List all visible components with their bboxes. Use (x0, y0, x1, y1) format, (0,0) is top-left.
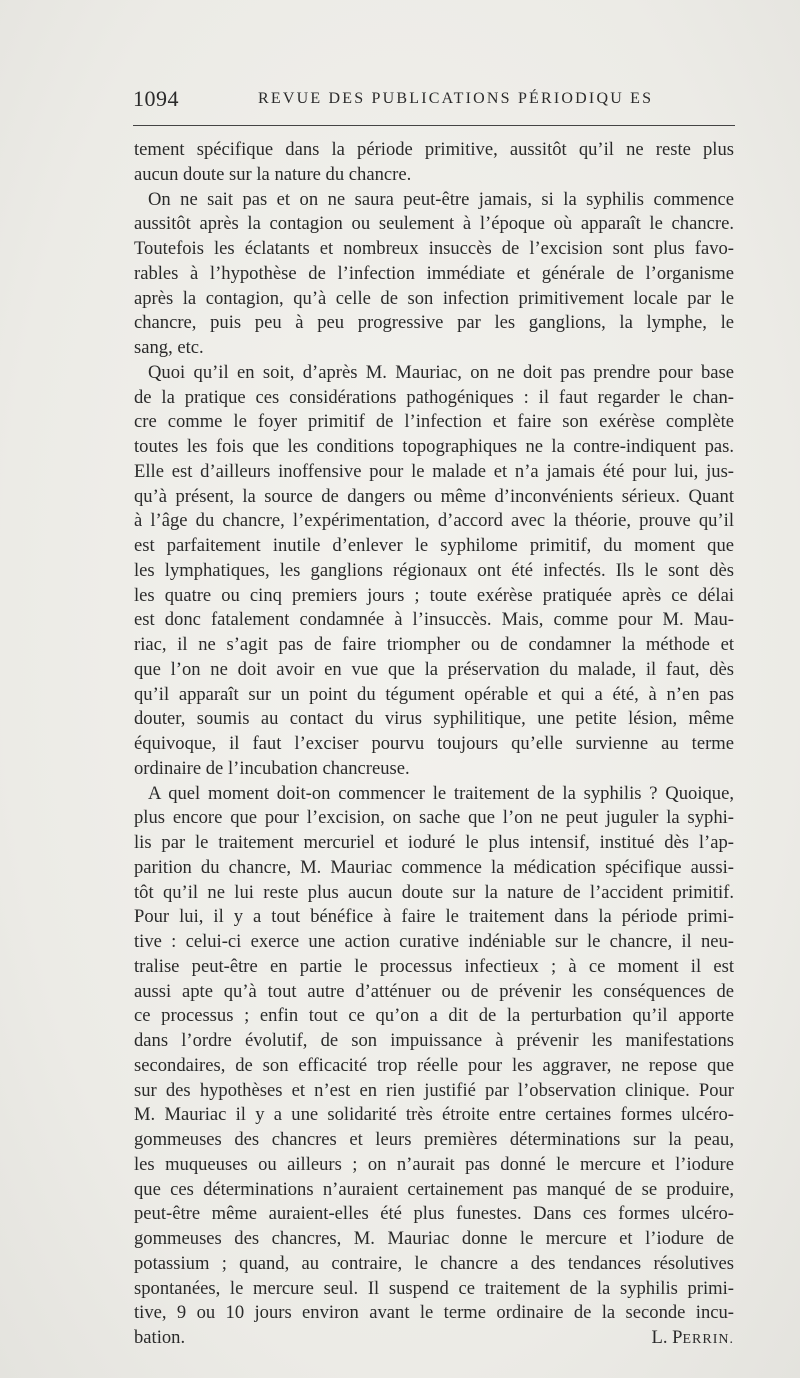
text-line: spontanées, le mercure seul. Il suspend ce traitement de la syphilis primi- (134, 1277, 734, 1299)
closing-line (134, 1326, 734, 1351)
text-line: que l’on ne doit avoir en vue que la préservation du malade, il faut, dès (134, 658, 734, 680)
text-line: rables à l’hypothèse de l’infection immédiate et générale de l’organisme (134, 262, 734, 284)
text-line: lis par le traitement mercuriel et ioduré le plus intensif, institué dès l’ap- (134, 832, 734, 853)
text-line: douter, soumis au contact du virus syphilitique, une petite lésion, même (134, 708, 734, 730)
text-line: Pour lui, il y a tout bénéfice à faire le traitement dans la période primi- (134, 906, 734, 928)
text-line: qu’à présent, la source de dangers ou même d’inconvénients sérieux. Quant (134, 485, 734, 507)
text-line: parition du chancre, M. Mauriac commence la médication spécifique aussi- (134, 856, 734, 878)
text-line: Elle est d’ailleurs inoffensive pour le malade et n’a jamais été pour lui, jus- (134, 460, 734, 482)
text-line: les quatre ou cinq premiers jours ; toute exérèse pratiquée après ce délai (134, 584, 734, 606)
text-line: sang, etc. (134, 337, 204, 358)
text-line: sur des hypothèses et n’est en rien justifié par l’observation clinique. Pour (134, 1079, 734, 1101)
text-line: tôt qu’il ne lui reste plus aucun doute sur la nature de l’accident primitif. (134, 881, 734, 903)
text-line: est donc fatalement condamnée à l’insuccès. Mais, comme pour M. Mau- (134, 609, 734, 631)
text-line: équivoque, il faut l’exciser pourvu toujours qu’elle survienne au terme (134, 733, 734, 754)
text-line: cre comme le foyer primitif de l’infection et faire son exérèse complète (134, 411, 734, 433)
final-word: bation. (134, 1327, 186, 1348)
text-line: peut-être même auraient-elles été plus funestes. Dans ces formes ulcéro- (134, 1203, 734, 1225)
text-line: Toutefois les éclatants et nombreux insuccès de l’excision sont plus favo- (134, 238, 734, 259)
text-line: que ces déterminations n’auraient certainement pas manqué de se produire, (134, 1178, 734, 1200)
text-line: A quel moment doit-on commencer le traitement de la syphilis ? Quoique, (148, 782, 734, 804)
paragraph-2 (134, 188, 734, 361)
text-line: gommeuses des chancres, M. Mauriac donne le mercure et l’iodure de (134, 1228, 734, 1249)
text-line: ordinaire de l’incubation chancreuse. (134, 757, 410, 779)
text-line: gommeuses des chancres et leurs premières déterminations sur la peau, (134, 1129, 734, 1150)
text-line: potassium ; quand, au contraire, le chancre a des tendances résolutives (134, 1252, 734, 1274)
text-line: chancre, puis peu à peu progressive par les ganglions, la lymphe, le (134, 312, 734, 334)
text-line: tive, 9 ou 10 jours environ avant le terme ordinaire de la seconde incu- (134, 1302, 734, 1324)
text-line: les lymphatiques, les ganglions régionaux ont été infectés. Ils le sont dès (134, 559, 734, 581)
text-line: On ne sait pas et on ne saura peut-être jamais, si la syphilis commence (148, 188, 734, 210)
text-line: aussitôt après la contagion ou seulement à l’époque où apparaît le chancre. (134, 213, 734, 235)
text-line: tralise peut-être en partie le processus infectieux ; à ce moment il est (134, 955, 734, 977)
page-header (133, 86, 733, 114)
text-line: de la pratique ces considérations pathogéniques : il faut regarder le chan- (134, 386, 734, 408)
text-line: les muqueuses ou ailleurs ; on n’aurait pas donné le mercure et l’iodure (134, 1153, 734, 1175)
text-line: ce processus ; enfin tout ce qu’on a dit de la perturbation qu’il apporte (134, 1005, 734, 1027)
text-line: tement spécifique dans la période primitive, aussitôt qu’il ne reste plus (134, 139, 734, 160)
text-line: à l’âge du chancre, l’expérimentation, d’accord avec la théorie, prouve qu’il (134, 510, 734, 532)
text-line: après la contagion, qu’à celle de son infection primitivement locale par le (134, 287, 734, 309)
author-signature (652, 1326, 735, 1351)
text-line: M. Mauriac il y a une solidarité très étroite entre certaines formes ulcéro- (134, 1104, 734, 1126)
text-line: aussi apte qu’à tout autre d’atténuer ou de prévenir les conséquences de (134, 980, 734, 1002)
text-line: qu’il apparaît sur un point du tégument opérable et qui a été, à n’en pas (134, 683, 734, 705)
text-line: dans l’ordre évolutif, de son impuissance à prévenir les manifestations (134, 1030, 734, 1051)
text-line: plus encore que pour l’excision, on sache que l’on ne peut juguler la syphi- (134, 807, 734, 829)
text-line: secondaires, de son efficacité trop réelle pour les aggraver, ne repose que (134, 1054, 734, 1076)
text-line: aucun doute sur la nature du chancre. (134, 163, 412, 185)
signature-initial: L. P (651, 1327, 683, 1348)
paragraph-4 (134, 782, 734, 1351)
paragraph-3 (134, 361, 734, 782)
paragraph-1 (134, 138, 734, 188)
text-line: Quoi qu’il en soit, d’après M. Mauriac, on ne doit pas prendre pour base (148, 361, 734, 383)
text-line: riac, il ne s’agit pas de faire triompher ou de condamner la méthode et (134, 634, 734, 655)
signature-surname-rest: ERRIN. (682, 1332, 734, 1347)
header-rule (133, 125, 735, 126)
article-body (134, 138, 734, 1351)
text-line: toutes les fois que les conditions topographiques ne la contre-indiquent pas. (134, 436, 734, 457)
page-number: 1094 (133, 86, 179, 111)
text-line: est parfaitement inutile d’enlever le syphilome primitif, du moment que (134, 535, 734, 556)
text-line: tive : celui-ci exerce une action curative indéniable sur le chancre, il neu- (134, 931, 734, 952)
running-title: REVUE DES PUBLICATIONS PÉRIODIQU ES (258, 90, 654, 107)
